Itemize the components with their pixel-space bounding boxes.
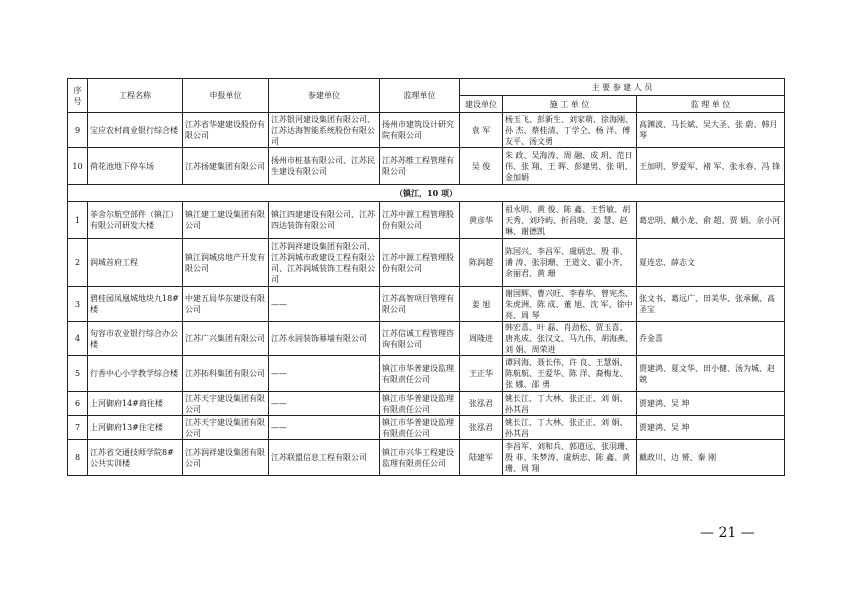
- cell-supervision: 镇江市华普建设监理有限责任公司: [380, 392, 460, 416]
- cell-supervisors: 王加明、罗爱军、褚 军、张永春、冯 锋: [637, 148, 785, 185]
- cell-project: 宝应农村商业银行综合楼: [88, 113, 183, 148]
- cell-builders: 陈国兴、李昌军、虞炳忠、殷 菲、潘 涛、张羽珊、王道文、霍小齐、余丽君、黄 珊: [503, 239, 637, 287]
- cell-applicant: 江苏天宇建设集团有限公司: [183, 416, 269, 440]
- table-row: [68, 113, 785, 148]
- cell-applicant: 中建五局华东建设有限公司: [183, 287, 269, 322]
- header-builder: 施 工 单 位: [503, 96, 637, 113]
- cell-project: 碧桂园凤凰城地块九18#楼: [88, 287, 183, 322]
- cell-project: 江苏省交通技师学院8#公共实训楼: [88, 440, 183, 476]
- header-project: 工程名称: [88, 79, 183, 113]
- header-main-personnel: 主 要 参 建 人 员: [460, 79, 785, 96]
- cell-no: 1: [68, 202, 88, 239]
- cell-project: 上河御府13#住宅楼: [88, 416, 183, 440]
- cell-owner: 周隆进: [460, 322, 503, 356]
- cell-participant: 扬州市桩基有限公司、江苏民生建设有限公司: [269, 148, 380, 185]
- cell-supervision: 江苏高智项目管理有限公司: [380, 287, 460, 322]
- cell-no: 9: [68, 113, 88, 148]
- cell-supervisors: 戴政川、边 赟、秦 刚: [637, 440, 785, 476]
- page-number: — 21 —: [700, 525, 755, 541]
- cell-builders: 朱 政、吴海涛、周 融、成 玥、范日伟、张 翔、王 晖、彭建男、张 明、金加娟: [503, 148, 637, 185]
- cell-owner: 姜 旭: [460, 287, 503, 322]
- cell-project: 菲舍尔航空部件（镇江）有限公司研发大楼: [88, 202, 183, 239]
- cell-no: 8: [68, 440, 88, 476]
- cell-no: 6: [68, 392, 88, 416]
- cell-builders: 韩宏喜、叶 磊、肖劲松、贾玉喜、唐兆成、张汉文、马九伟、胡海燕、刘 娟、周荣进: [503, 322, 637, 356]
- cell-supervisors: 张文书、葛远广、田美华、张承佩、高圣宝: [637, 287, 785, 322]
- cell-supervisors: 高渊波、马长斌、吴大圣、张 蔚、韩月琴: [637, 113, 785, 148]
- cell-supervisors: 贾建鸿、夏文华、田小健、汤为城、赵 兢: [637, 356, 785, 392]
- cell-owner: 陆建军: [460, 440, 503, 476]
- cell-owner: 张泓君: [460, 416, 503, 440]
- section-title: （镇江，10 项）: [68, 185, 785, 202]
- cell-participant: ——: [269, 416, 380, 440]
- cell-supervisors: 乔金喜: [637, 322, 785, 356]
- cell-owner: 陈润超: [460, 239, 503, 287]
- cell-supervision: 镇江市华普建设监理有限责任公司: [380, 356, 460, 392]
- cell-builders: 姚长江、丁大林、张正正、刘 娟、孙其昌: [503, 416, 637, 440]
- cell-applicant: 镇江建工建设集团有限公司: [183, 202, 269, 239]
- cell-builders: 谭同海、聂长伟、许 良、王慧娟、陈航航、王爱华、陈 洋、裔梅龙、张 娜、邵 勇: [503, 356, 637, 392]
- cell-participant: 镇江四建建设有限公司、江苏四达装饰有限公司: [269, 202, 380, 239]
- cell-participant: 江苏联盟信息工程有限公司: [269, 440, 380, 476]
- header-construction-unit: 建设单位: [460, 96, 503, 113]
- cell-project: 句容市农业银行综合办公楼: [88, 322, 183, 356]
- cell-participant: ——: [269, 392, 380, 416]
- cell-applicant: 江苏广兴集团有限公司: [183, 322, 269, 356]
- cell-supervisors: 葛忠明、戴小龙、俞 超、贾 娟、余小河: [637, 202, 785, 239]
- projects-table: [67, 78, 785, 476]
- table-row: [68, 440, 785, 476]
- cell-supervisors: 贾建鸿、吴 坤: [637, 392, 785, 416]
- cell-supervision: 镇江市兴华工程建设监理有限责任公司: [380, 440, 460, 476]
- table-row: [68, 416, 785, 440]
- cell-no: 4: [68, 322, 88, 356]
- section-row: [68, 185, 785, 202]
- cell-participant: 江苏永固装饰幕墙有限公司: [269, 322, 380, 356]
- cell-applicant: 江苏扬建集团有限公司: [183, 148, 269, 185]
- table-row: [68, 202, 785, 239]
- cell-participant: ——: [269, 287, 380, 322]
- table-row: [68, 322, 785, 356]
- cell-supervisors: 夏连忠、薛志文: [637, 239, 785, 287]
- cell-owner: 吴 俊: [460, 148, 503, 185]
- header-supervisor: 监 理 单 位: [637, 96, 785, 113]
- cell-no: 5: [68, 356, 88, 392]
- cell-owner: 黄彦华: [460, 202, 503, 239]
- table-row: [68, 148, 785, 185]
- cell-builders: 姚长江、丁大林、张正正、刘 娟、孙其昌: [503, 392, 637, 416]
- header-applicant: 申报单位: [183, 79, 269, 113]
- cell-applicant: 江苏润祥建设集团有限公司: [183, 440, 269, 476]
- cell-supervision: 扬州市建筑设计研究院有限公司: [380, 113, 460, 148]
- cell-builders: 谢国辉、曹兴旺、李春华、曾宪杰、朱虎洲、陈 成、董 旭、沈 军、徐中亮、周 琴: [503, 287, 637, 322]
- cell-builders: 祖永明、黄 俊、陈 鑫、王哲敏、胡天秀、刘玲屿、折昌晓、姜 慧、赵 琳、谢德凯: [503, 202, 637, 239]
- cell-owner: 张泓君: [460, 392, 503, 416]
- cell-applicant: 江苏天宇建设集团有限公司: [183, 392, 269, 416]
- cell-supervision: 江苏中源工程管理股份有限公司: [380, 239, 460, 287]
- header-supervision-unit: 监理单位: [380, 79, 460, 113]
- cell-applicant: 江苏省华建建设股份有限公司: [183, 113, 269, 148]
- table-row: [68, 287, 785, 322]
- cell-supervision: 江苏苏维工程管理有限公司: [380, 148, 460, 185]
- cell-participant: ——: [269, 356, 380, 392]
- header-row-1: [68, 79, 785, 96]
- cell-project: 润城首府工程: [88, 239, 183, 287]
- table-row: [68, 392, 785, 416]
- header-seq: 序号: [68, 79, 88, 113]
- cell-owner: 王正华: [460, 356, 503, 392]
- cell-supervisors: 贾建鸿、吴 坤: [637, 416, 785, 440]
- cell-project: 上河御府14#商住楼: [88, 392, 183, 416]
- cell-supervision: 江苏中源工程管理股份有限公司: [380, 202, 460, 239]
- cell-builders: 杨玉飞、彭新生、刘家萌、徐海刚、孙 杰、蔡桂清、丁学仝、杨 洋、傅友平、汤文勇: [503, 113, 637, 148]
- table-row: [68, 356, 785, 392]
- table-row: [68, 239, 785, 287]
- cell-participant: 江苏银河建设集团有限公司、江苏达海智能系统股份有限公司: [269, 113, 380, 148]
- cell-builders: 李昌军、刘和兵、郭道远、张羽珊、殷 菲、朱梦涛、虞炳忠、陈 鑫、黄 珊、周 翔: [503, 440, 637, 476]
- cell-supervision: 镇江市华普建设监理有限责任公司: [380, 416, 460, 440]
- cell-project: 荷花池地下停车场: [88, 148, 183, 185]
- cell-owner: 袁 军: [460, 113, 503, 148]
- cell-no: 3: [68, 287, 88, 322]
- header-participant: 参建单位: [269, 79, 380, 113]
- cell-supervision: 江苏信诚工程管理咨询有限公司: [380, 322, 460, 356]
- cell-applicant: 镇江润城房地产开发有限公司: [183, 239, 269, 287]
- cell-no: 7: [68, 416, 88, 440]
- cell-project: 行香中心小学教学综合楼: [88, 356, 183, 392]
- cell-participant: 江苏润祥建设集团有限公司、江苏润城市政建设工程有限公司、江苏润城装饰工程有限公司: [269, 239, 380, 287]
- cell-no: 10: [68, 148, 88, 185]
- cell-no: 2: [68, 239, 88, 287]
- cell-applicant: 江苏拓科集团有限公司: [183, 356, 269, 392]
